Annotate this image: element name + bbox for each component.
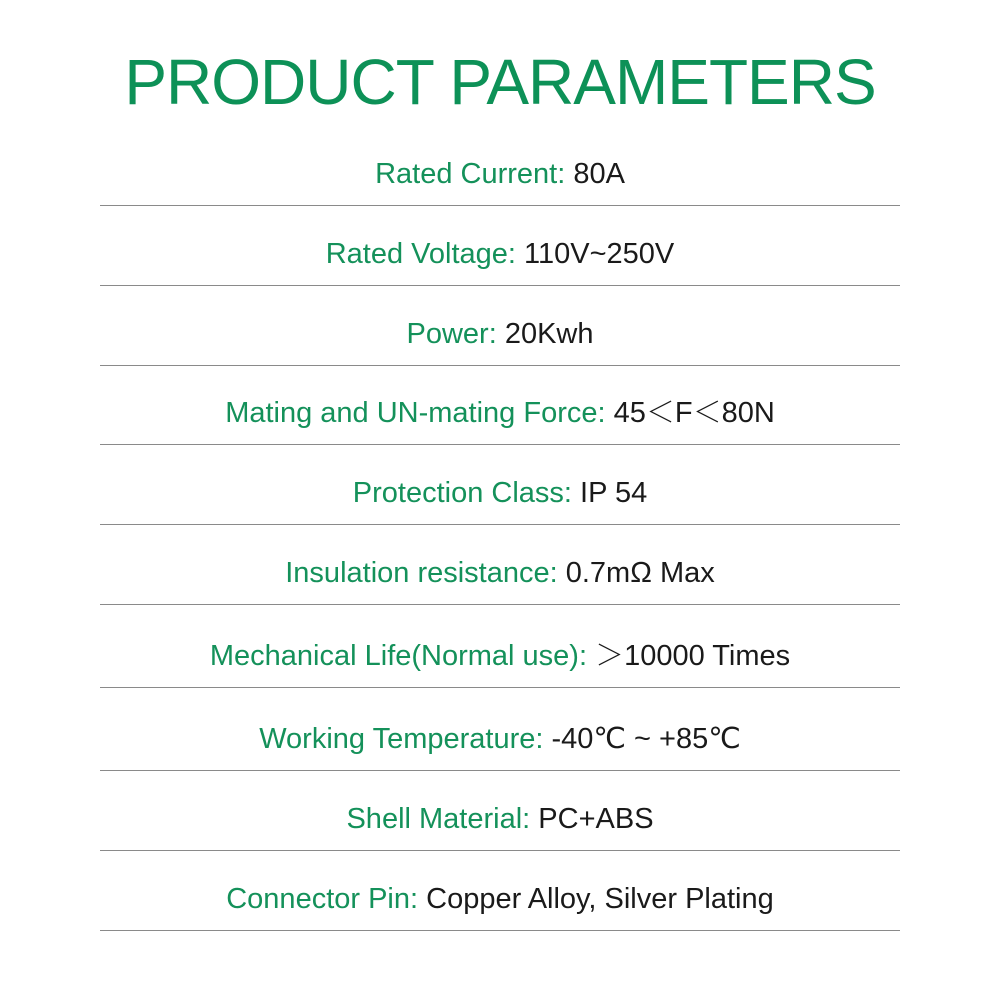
parameter-value: 110V~250V bbox=[524, 238, 675, 270]
parameter-value: 45＜F＜80N bbox=[613, 397, 775, 429]
parameter-label: Rated Voltage: bbox=[325, 238, 525, 270]
parameter-value: 80A bbox=[573, 158, 625, 190]
parameter-value: ＞10000 Times bbox=[595, 640, 791, 672]
parameter-row-mating-force bbox=[100, 366, 900, 445]
parameter-label: Insulation resistance: bbox=[285, 557, 566, 589]
parameter-value: IP 54 bbox=[580, 477, 648, 509]
parameter-label: Power: bbox=[406, 318, 505, 350]
parameter-value: 20Kwh bbox=[504, 318, 594, 350]
parameter-label: Working Temperature: bbox=[259, 723, 552, 755]
page-title: PRODUCT PARAMETERS bbox=[124, 46, 876, 118]
parameter-label: Protection Class: bbox=[352, 477, 581, 509]
parameter-value: -40℃ ~ +85℃ bbox=[551, 723, 741, 755]
parameter-row-connector-pin bbox=[100, 851, 900, 931]
parameter-value: 0.7mΩ Max bbox=[565, 557, 715, 589]
parameter-label: Connector Pin: bbox=[226, 883, 427, 915]
parameter-row-power bbox=[100, 286, 900, 366]
parameter-row-mechanical-life bbox=[100, 605, 900, 688]
parameter-row-rated-current bbox=[100, 125, 900, 206]
parameter-row-protection-class bbox=[100, 445, 900, 525]
parameter-value: PC+ABS bbox=[538, 803, 654, 835]
parameter-list bbox=[100, 125, 900, 931]
parameter-label: Rated Current: bbox=[375, 158, 574, 190]
parameter-row-working-temperature bbox=[100, 688, 900, 771]
parameter-value: Copper Alloy, Silver Plating bbox=[426, 883, 774, 915]
parameter-label: Mating and UN-mating Force: bbox=[225, 397, 614, 429]
parameter-row-shell-material bbox=[100, 771, 900, 851]
parameter-row-rated-voltage bbox=[100, 206, 900, 286]
parameter-row-insulation-resistance bbox=[100, 525, 900, 605]
parameter-label: Shell Material: bbox=[346, 803, 539, 835]
parameter-label: Mechanical Life(Normal use): bbox=[209, 640, 596, 672]
